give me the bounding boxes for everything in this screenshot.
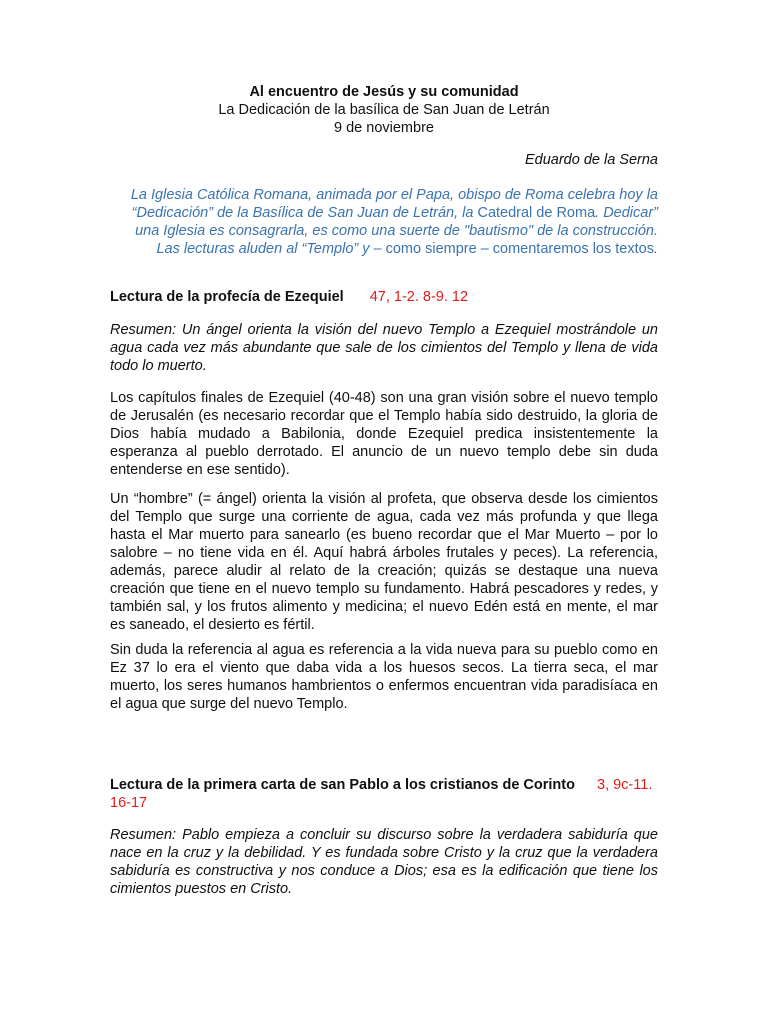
intro-text-1: La Iglesia Católica Romana, animada por el Papa, obispo de Roma celebra hoy la “Dedicación” de la Basílica de San Juan de Letrán, la [130,187,658,221]
intro-emphasis-1: Catedral de Roma [477,205,596,221]
intro-text-3: . [653,241,658,257]
reading1-heading: Lectura de la profecía de Ezequiel [110,289,344,305]
document-date: 9 de noviembre [334,120,434,136]
reading2-heading-row [110,776,658,812]
reading1-reference: 47, 1-2. 8-9. 12 [369,289,469,305]
document-title: Al encuentro de Jesús y su comunidad [249,84,519,100]
document-subtitle: La Dedicación de la basílica de San Juan de Letrán [218,102,550,118]
reading1-heading-row [110,288,658,306]
reading2-heading: Lectura de la primera carta de san Pablo a los cristianos de Corinto [110,777,575,793]
reading1-paragraph-3: Sin duda la referencia al agua es referencia a la vida nueva para su pueblo como en Ez 37 lo era el viento que daba vida a los huesos secos. La tierra seca, el mar muerto, los seres humanos hambrientos o enfermos encuentran vida paradisíaca en el agua que surge del nuevo Templo. [110,642,658,712]
reading2-reference: 3, 9c-11. 16-17 [110,777,653,811]
intro-text-2: . Dedicar” una Iglesia es consagrarla, es como una suerte de "bautismo" de la construcción. Las lecturas aluden al “Templo” y – [135,205,658,257]
reading1-paragraph-2: Un “hombre” (= ángel) orienta la visión al profeta, que observa desde los cimientos del Templo que surge una corriente de agua, cada vez más profunda y que llega hasta el Mar muerto para sanearlo (es bueno recordar que el Mar Muerto – por lo salobre – no tiene vida en él. Aquí habrá árboles frutales y peces). La referencia, además, parece aludir al relato de la creación; quizás se destaque una nueva creación que tiene en el nuevo templo su fundamento. Habrá pescadores y redes, y también sal, y los frutos alimento y medicina; el nuevo Edén está en mente, el mar es saneado, el desierto es fértil. [110,491,658,633]
reading1-summary: Resumen: Un ángel orienta la visión del nuevo Templo a Ezequiel mostrándole un agua cada vez más abundante que sale de los cimientos del Templo y llena de vida todo lo muerto. [110,322,658,374]
intro-paragraph [110,186,658,258]
author-name: Eduardo de la Serna [524,152,658,168]
intro-emphasis-2: como siempre – comentaremos los textos [385,241,654,257]
reading2-summary: Resumen: Pablo empieza a concluir su discurso sobre la verdadera sabiduría que nace en la cruz y la debilidad. Y es fundada sobre Cristo y la cruz que la verdadera sabiduría es constructiva y nos conduce a Dios; esa es la edificación que tiene los cimientos puestos en Cristo. [110,827,658,897]
reading1-paragraph-1: Los capítulos finales de Ezequiel (40-48) son una gran visión sobre el nuevo templo de Jerusalén (es necesario recordar que el Templo había sido destruido, la gloria de Dios había mudado a Babilonia, donde Ezequiel predica insistentemente la esperanza al pueblo derrotado. El anuncio de un nuevo templo debe sin duda entenderse en ese sentido). [110,390,658,478]
